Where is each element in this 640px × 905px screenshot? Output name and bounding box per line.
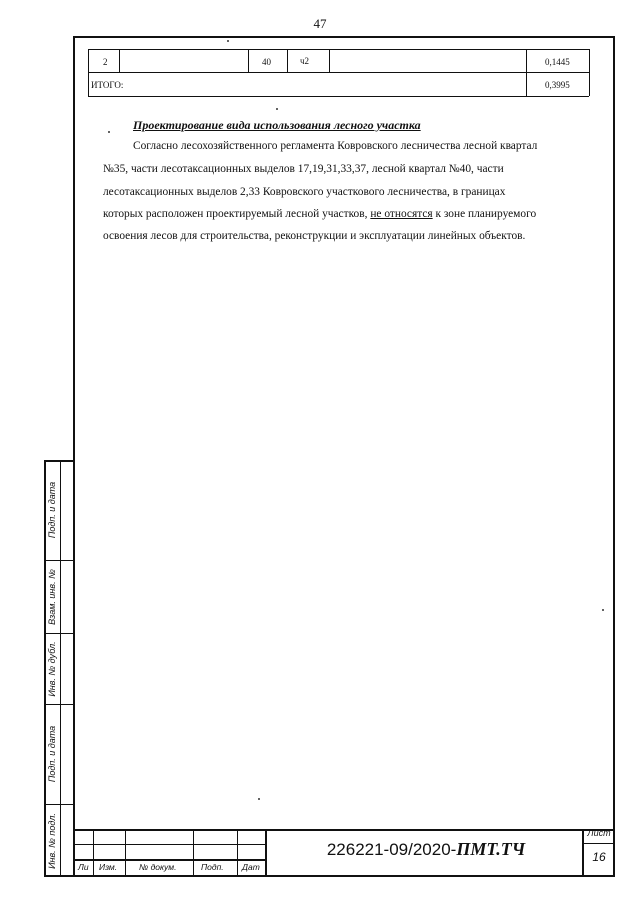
stamp-podp: Подп. — [201, 862, 224, 872]
stamp-izm: Изм. — [99, 862, 118, 872]
label-podp-data-bottom: Подп. и дата — [47, 725, 57, 783]
table-area: 0,1445 — [545, 57, 570, 67]
page-number: 47 — [313, 16, 327, 31]
body-line: освоения лесов для строительства, реконструкции и эксплуатации линейных объектов. — [103, 230, 526, 242]
body-line: лесотаксационных выделов 2,33 Ковровского участкового лесничества, в границах — [103, 186, 506, 198]
table-row-number: 2 — [103, 57, 108, 67]
scan-speck — [602, 609, 604, 611]
label-vzam-inv: Взам. инв. № — [47, 568, 57, 625]
table-total-label: ИТОГО: — [91, 80, 124, 90]
table-total-value: 0,3995 — [545, 80, 570, 90]
frame-left-border — [73, 36, 75, 877]
stamp-doc-num: № докум. — [139, 862, 177, 872]
label-inv-podl: Инв. № подл. — [47, 812, 57, 869]
label-inv-dubl: Инв. № дубл. — [47, 640, 57, 697]
scan-speck — [276, 108, 278, 110]
scan-speck — [227, 40, 229, 42]
section-heading: Проектирование вида использования лесного участка — [133, 118, 421, 132]
table-vydel: ч2 — [300, 56, 310, 66]
scan-speck — [108, 131, 110, 133]
frame-bottom-border — [44, 875, 615, 877]
body-line: №35, части лесотаксационных выделов 17,19,31,33,37, лесной квартал №40, части — [103, 163, 504, 175]
sheet-number: 16 — [592, 850, 606, 864]
document-code: 226221-09/2020-ПМТ.ТЧ — [326, 839, 526, 859]
sheet-label: Лист — [587, 828, 611, 838]
frame-top-border — [73, 36, 615, 38]
table-kvartal: 40 — [262, 57, 271, 67]
label-podp-data-top: Подп. и дата — [47, 481, 57, 539]
stamp-date: Дат — [242, 862, 260, 872]
underlined-phrase: не относятся — [370, 208, 433, 220]
frame-right-border — [613, 36, 615, 877]
body-line: Согласно лесохозяйственного регламента Ковровского лесничества лесной квартал — [133, 140, 538, 152]
stamp-li: Ли — [78, 862, 89, 872]
body-line: которых расположен проектируемый лесной участков, не относятся к зоне планируемого — [103, 208, 537, 220]
scan-speck — [258, 798, 260, 800]
